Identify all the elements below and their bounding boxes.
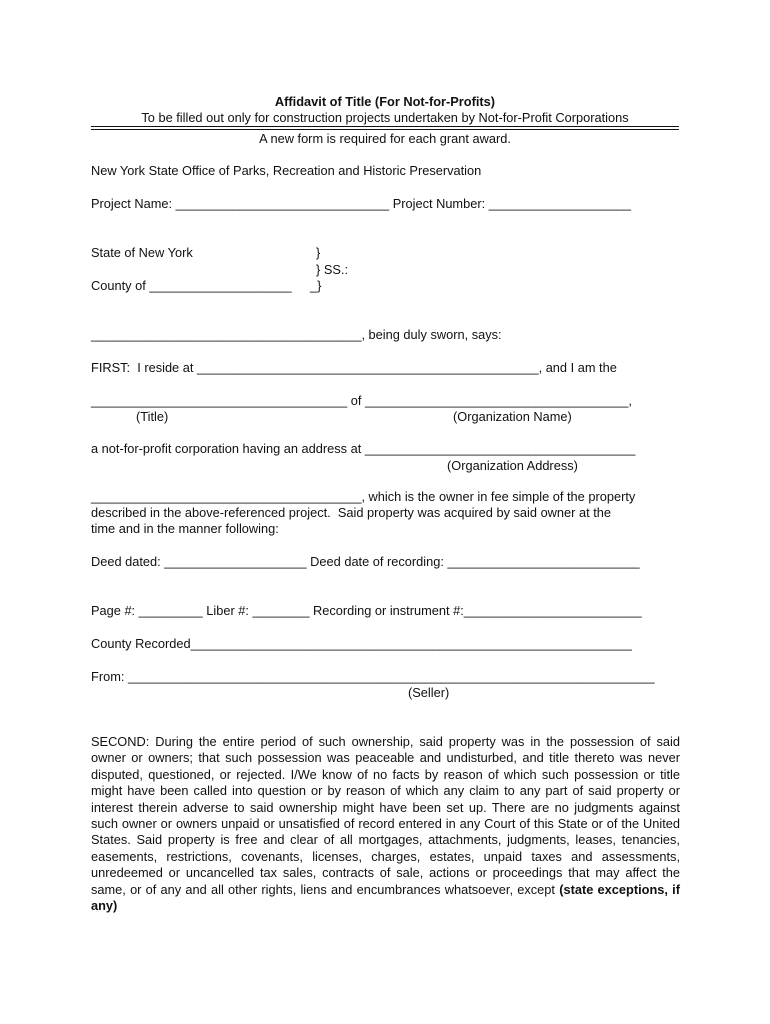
seller-label: (Seller) xyxy=(408,685,450,700)
second-paragraph-text: SECOND: During the entire period of such ownership, said property was in the possession of said owner or owners; that such possession was peaceable and undisturbed, and title thereto was never disputed, questioned, or rejected. I/We know of no facts by reason of which such possession or title might have been called into question or by reason of which any claim to any part of said property or interest therein adverse to said ownership might have been set up. There are no judgments against such owner or owners unpaid or unsatisfied of record entered in any Court of this State or of the United States. Said property is free and clear of all mortgages, attachments, judgments, leases, tenancies, easements, restrictions, covenants, licenses, charges, estates, unpaid taxes and assessments, unredeemed or uncancelled tax sales, contracts of sale, actions or proceedings that may affect the same, or of any and all other rights, liens and encumbrances whatsoever, except xyxy=(91,734,680,897)
seller-line[interactable]: From: __________________________________________________________________________ xyxy=(91,669,655,684)
project-name-number-line[interactable]: Project Name: ______________________________ Project Number: ____________________ xyxy=(91,196,632,211)
owner-description-line: described in the above-referenced project. Said property was acquired by said owner at the xyxy=(91,505,611,520)
form-title: Affidavit of Title (For Not-for-Profits) xyxy=(274,94,496,109)
form-note: A new form is required for each grant award. xyxy=(259,131,511,146)
organization-name-label: (Organization Name) xyxy=(453,409,572,424)
venue-ss: } SS.: xyxy=(316,262,349,277)
organization-address-line[interactable]: a not-for-profit corporation having an address at ______________________________________ xyxy=(91,441,636,456)
venue-state: State of New York xyxy=(91,245,193,260)
venue-county-field[interactable]: County of ____________________ xyxy=(91,278,292,293)
venue-brace-top: } xyxy=(316,245,321,260)
county-recorded-line[interactable]: County Recorded______________________________________________________________ xyxy=(91,636,632,651)
residence-line[interactable]: FIRST: I reside at ________________________________________________, and I am the xyxy=(91,360,617,375)
deed-dates-line[interactable]: Deed dated: ____________________ Deed date of recording: ___________________________ xyxy=(91,554,640,569)
title-organization-line[interactable]: ____________________________________ of _____________________________________, xyxy=(91,393,632,408)
state-exceptions-label: (state exceptions, if any) xyxy=(91,881,680,914)
owner-line[interactable]: ______________________________________, which is the owner in fee simple of the property xyxy=(91,489,636,504)
header-rule-bottom xyxy=(91,129,679,130)
second-paragraph xyxy=(91,734,680,914)
venue-brace-bottom: _} xyxy=(310,278,322,293)
title-label: (Title) xyxy=(136,409,169,424)
form-subtitle: To be filled out only for construction projects undertaken by Not-for-Profit Corporations xyxy=(141,110,629,125)
organization-address-label: (Organization Address) xyxy=(447,458,578,473)
page-liber-recording-line[interactable]: Page #: _________ Liber #: ________ Recording or instrument #:_________________________ xyxy=(91,603,642,618)
header-rule-top xyxy=(91,126,679,127)
agency-name: New York State Office of Parks, Recreation and Historic Preservation xyxy=(91,163,482,178)
sworn-name-line[interactable]: ______________________________________, being duly sworn, says: xyxy=(91,327,502,342)
owner-manner-line: time and in the manner following: xyxy=(91,521,279,536)
